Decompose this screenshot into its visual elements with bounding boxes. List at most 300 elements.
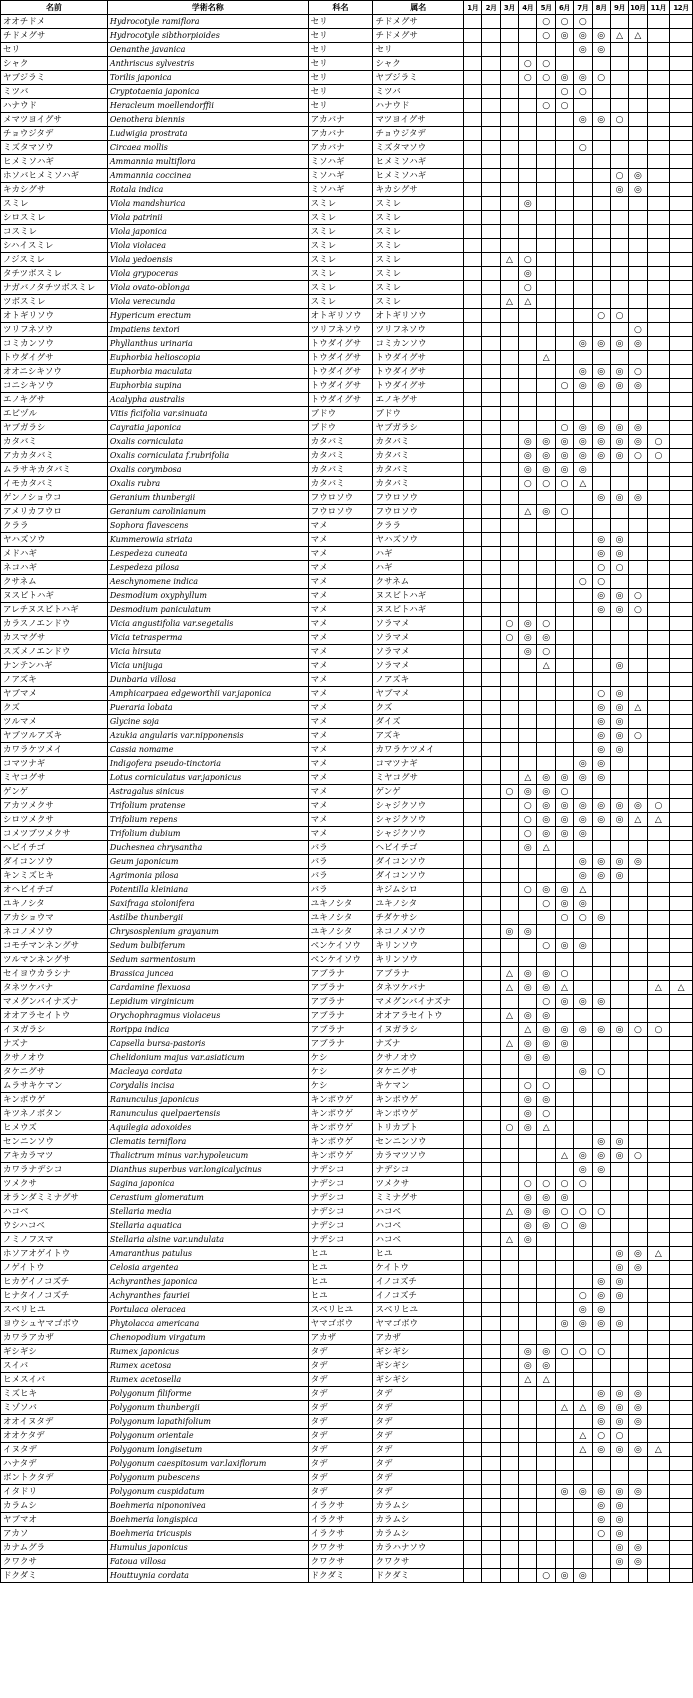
table-row	[1, 1555, 693, 1569]
month-mark	[537, 379, 555, 393]
scientific-name: Orychophragmus violaceus	[107, 1009, 308, 1023]
month-mark	[519, 659, 537, 673]
month-mark: ◎	[537, 449, 555, 463]
month-mark	[537, 743, 555, 757]
month-mark	[537, 1135, 555, 1149]
table-row	[1, 1513, 693, 1527]
month-mark	[500, 15, 518, 29]
month-mark	[482, 729, 500, 743]
month-mark	[464, 1401, 482, 1415]
month-mark	[670, 183, 693, 197]
month-mark	[574, 1079, 592, 1093]
month-mark	[647, 309, 670, 323]
month-mark	[574, 967, 592, 981]
month-mark	[610, 1569, 628, 1583]
month-mark: ◎	[610, 1023, 628, 1037]
table-row	[1, 155, 693, 169]
month-mark	[629, 1499, 647, 1513]
plant-name: コモチマンネングサ	[1, 939, 108, 953]
genus-name: シャジクソウ	[373, 799, 464, 813]
table-row	[1, 29, 693, 43]
month-mark	[592, 939, 610, 953]
month-mark	[464, 267, 482, 281]
month-mark: ○	[592, 575, 610, 589]
month-mark	[482, 1513, 500, 1527]
scientific-name: Polygonum pubescens	[107, 1471, 308, 1485]
month-mark: ○	[629, 449, 647, 463]
family-name: セリ	[308, 85, 373, 99]
month-mark	[500, 85, 518, 99]
month-mark	[537, 1513, 555, 1527]
table-row	[1, 729, 693, 743]
month-mark	[555, 603, 573, 617]
scientific-name: Viola mandshurica	[107, 197, 308, 211]
month-mark	[629, 295, 647, 309]
month-mark: ◎	[592, 771, 610, 785]
scientific-name: Potentilla kleiniana	[107, 883, 308, 897]
month-mark: ◎	[574, 43, 592, 57]
month-mark	[519, 729, 537, 743]
month-mark	[555, 491, 573, 505]
month-mark	[482, 1415, 500, 1429]
month-mark	[482, 183, 500, 197]
plant-name: アカカタバミ	[1, 449, 108, 463]
month-mark: ◎	[555, 771, 573, 785]
month-mark	[592, 883, 610, 897]
month-mark	[482, 421, 500, 435]
table-row	[1, 1303, 693, 1317]
month-mark	[670, 1317, 693, 1331]
scientific-name: Oenothera biennis	[107, 113, 308, 127]
month-mark	[464, 631, 482, 645]
month-mark: ◎	[519, 1205, 537, 1219]
month-mark	[500, 267, 518, 281]
month-mark	[519, 309, 537, 323]
month-mark	[482, 967, 500, 981]
month-mark: △	[574, 1401, 592, 1415]
month-mark: ◎	[629, 1541, 647, 1555]
genus-name: スミレ	[373, 267, 464, 281]
month-mark	[500, 57, 518, 71]
month-mark	[670, 967, 693, 981]
month-mark: ○	[574, 575, 592, 589]
month-mark	[464, 575, 482, 589]
family-name: カタバミ	[308, 477, 373, 491]
family-name: スミレ	[308, 197, 373, 211]
scientific-name: Portulaca oleracea	[107, 1303, 308, 1317]
plant-name: コニシキソウ	[1, 379, 108, 393]
month-mark	[610, 239, 628, 253]
month-mark	[592, 1541, 610, 1555]
plant-name: ノアズキ	[1, 673, 108, 687]
month-mark: ◎	[610, 743, 628, 757]
month-mark	[629, 1079, 647, 1093]
month-mark: ◎	[610, 687, 628, 701]
family-name: マメ	[308, 617, 373, 631]
month-mark	[670, 435, 693, 449]
month-mark	[670, 869, 693, 883]
month-mark: ○	[574, 1289, 592, 1303]
month-mark	[647, 673, 670, 687]
month-mark: ◎	[574, 995, 592, 1009]
plant-name: アメリカフウロ	[1, 505, 108, 519]
genus-name: キリンソウ	[373, 939, 464, 953]
genus-name: キンポウゲ	[373, 1107, 464, 1121]
month-mark	[670, 127, 693, 141]
month-mark	[610, 519, 628, 533]
month-mark	[647, 1317, 670, 1331]
month-mark	[464, 351, 482, 365]
family-name: マメ	[308, 631, 373, 645]
month-mark	[537, 687, 555, 701]
month-mark	[519, 1289, 537, 1303]
month-mark: ◎	[610, 1275, 628, 1289]
scientific-name: Amphicarpaea edgeworthii var.japonica	[107, 687, 308, 701]
month-mark	[482, 379, 500, 393]
genus-name: アカザ	[373, 1331, 464, 1345]
month-mark: ◎	[592, 1443, 610, 1457]
month-mark	[482, 351, 500, 365]
month-mark	[574, 1247, 592, 1261]
month-mark: ◎	[592, 729, 610, 743]
month-mark	[519, 687, 537, 701]
table-row	[1, 981, 693, 995]
family-name: スミレ	[308, 281, 373, 295]
genus-name: タデ	[373, 1429, 464, 1443]
month-mark	[500, 1485, 518, 1499]
month-mark	[629, 575, 647, 589]
plant-name: ツルマンネングサ	[1, 953, 108, 967]
month-mark	[670, 757, 693, 771]
month-mark	[464, 169, 482, 183]
month-mark	[482, 1457, 500, 1471]
month-mark	[555, 1513, 573, 1527]
month-mark	[555, 1555, 573, 1569]
month-mark	[670, 407, 693, 421]
scientific-name: Trifolium pratense	[107, 799, 308, 813]
month-mark	[555, 351, 573, 365]
genus-name: カワラケツメイ	[373, 743, 464, 757]
month-mark	[555, 701, 573, 715]
month-mark	[537, 253, 555, 267]
month-mark	[670, 1443, 693, 1457]
scientific-name: Oxalis corniculata f.rubrifolia	[107, 449, 308, 463]
month-mark	[519, 939, 537, 953]
table-row	[1, 1023, 693, 1037]
family-name: タデ	[308, 1457, 373, 1471]
month-mark	[537, 1499, 555, 1513]
plant-name: ミヤコグサ	[1, 771, 108, 785]
month-mark	[464, 491, 482, 505]
scientific-name: Corydalis incisa	[107, 1079, 308, 1093]
month-mark	[500, 1177, 518, 1191]
plant-name: シャク	[1, 57, 108, 71]
month-mark	[482, 1359, 500, 1373]
plant-name: カラスノエンドウ	[1, 617, 108, 631]
table-row	[1, 1541, 693, 1555]
month-mark	[555, 1163, 573, 1177]
month-mark	[464, 1457, 482, 1471]
month-mark	[574, 617, 592, 631]
month-mark	[574, 127, 592, 141]
month-mark	[629, 309, 647, 323]
genus-name: ナズナ	[373, 1037, 464, 1051]
month-mark	[555, 57, 573, 71]
genus-name: センニンソウ	[373, 1135, 464, 1149]
month-mark: ○	[574, 141, 592, 155]
month-mark: △	[500, 981, 518, 995]
genus-name: タデ	[373, 1401, 464, 1415]
month-mark	[464, 57, 482, 71]
month-mark	[592, 407, 610, 421]
month-mark	[482, 1037, 500, 1051]
month-mark: ○	[537, 1569, 555, 1583]
month-mark	[537, 197, 555, 211]
month-mark	[647, 869, 670, 883]
month-mark	[610, 1345, 628, 1359]
month-mark	[482, 155, 500, 169]
month-mark	[647, 463, 670, 477]
family-name: ツリフネソウ	[308, 323, 373, 337]
month-mark	[610, 1219, 628, 1233]
month-mark	[464, 281, 482, 295]
month-mark: ◎	[592, 379, 610, 393]
month-mark	[629, 911, 647, 925]
genus-name: アブラナ	[373, 967, 464, 981]
month-mark	[629, 71, 647, 85]
plant-name: オトギリソウ	[1, 309, 108, 323]
family-name: ブドウ	[308, 407, 373, 421]
family-name: アカバナ	[308, 141, 373, 155]
month-mark: △	[519, 295, 537, 309]
month-mark	[647, 1359, 670, 1373]
month-mark	[482, 631, 500, 645]
month-mark: ○	[537, 939, 555, 953]
month-mark	[537, 1527, 555, 1541]
month-mark	[574, 1555, 592, 1569]
month-mark	[555, 1429, 573, 1443]
month-mark: ◎	[555, 435, 573, 449]
month-mark: ○	[500, 631, 518, 645]
table-row	[1, 673, 693, 687]
genus-name: ギシギシ	[373, 1359, 464, 1373]
month-mark	[610, 785, 628, 799]
table-row	[1, 379, 693, 393]
month-mark	[555, 407, 573, 421]
month-mark	[629, 939, 647, 953]
month-mark: ◎	[610, 589, 628, 603]
month-mark	[592, 1079, 610, 1093]
month-mark	[555, 281, 573, 295]
month-mark	[670, 1289, 693, 1303]
month-mark: ◎	[592, 1303, 610, 1317]
family-name: アブラナ	[308, 967, 373, 981]
family-name: トウダイグサ	[308, 379, 373, 393]
month-mark: ◎	[537, 771, 555, 785]
month-mark	[610, 197, 628, 211]
month-mark: ◎	[592, 365, 610, 379]
month-mark	[464, 1023, 482, 1037]
month-mark	[629, 883, 647, 897]
table-row	[1, 897, 693, 911]
month-mark	[519, 225, 537, 239]
genus-name: フウロソウ	[373, 491, 464, 505]
month-mark	[555, 211, 573, 225]
month-mark	[537, 869, 555, 883]
table-row	[1, 1205, 693, 1219]
table-row	[1, 603, 693, 617]
month-mark: ○	[519, 281, 537, 295]
month-mark	[482, 337, 500, 351]
month-mark	[670, 701, 693, 715]
month-mark	[464, 1555, 482, 1569]
month-mark: ○	[610, 309, 628, 323]
month-mark: ◎	[610, 421, 628, 435]
month-mark	[500, 1387, 518, 1401]
month-mark: ◎	[592, 1023, 610, 1037]
month-mark	[670, 211, 693, 225]
month-mark	[670, 1023, 693, 1037]
table-row	[1, 43, 693, 57]
month-mark	[670, 1079, 693, 1093]
month-mark	[629, 1457, 647, 1471]
genus-name: チドメグサ	[373, 15, 464, 29]
plant-name: ウシハコベ	[1, 1219, 108, 1233]
month-mark	[670, 953, 693, 967]
month-mark	[670, 253, 693, 267]
month-mark: ◎	[629, 491, 647, 505]
plant-name: ノジスミレ	[1, 253, 108, 267]
month-mark	[482, 15, 500, 29]
month-mark	[574, 1009, 592, 1023]
month-mark	[592, 351, 610, 365]
month-mark	[482, 813, 500, 827]
header-month: 7月	[574, 1, 592, 15]
month-mark	[500, 939, 518, 953]
month-mark: ◎	[592, 113, 610, 127]
month-mark	[670, 1121, 693, 1135]
family-name: スミレ	[308, 211, 373, 225]
month-mark	[610, 505, 628, 519]
month-mark	[519, 1387, 537, 1401]
month-mark	[574, 1121, 592, 1135]
month-mark	[537, 85, 555, 99]
month-mark	[464, 925, 482, 939]
scientific-name: Viola ovato-oblonga	[107, 281, 308, 295]
month-mark	[482, 561, 500, 575]
table-row	[1, 1121, 693, 1135]
month-mark	[464, 813, 482, 827]
month-mark	[464, 589, 482, 603]
month-mark	[500, 603, 518, 617]
month-mark	[464, 771, 482, 785]
month-mark: ○	[592, 561, 610, 575]
family-name: カタバミ	[308, 435, 373, 449]
month-mark: ◎	[537, 827, 555, 841]
month-mark: ◎	[555, 799, 573, 813]
month-mark	[482, 1331, 500, 1345]
month-mark	[574, 1471, 592, 1485]
genus-name: タネツケバナ	[373, 981, 464, 995]
month-mark	[464, 379, 482, 393]
month-mark: △	[500, 1233, 518, 1247]
month-mark: ◎	[610, 183, 628, 197]
month-mark	[670, 71, 693, 85]
month-mark	[500, 281, 518, 295]
table-row	[1, 1107, 693, 1121]
month-mark	[482, 1107, 500, 1121]
month-mark	[464, 897, 482, 911]
plant-name: ハコベ	[1, 1205, 108, 1219]
month-mark	[610, 925, 628, 939]
month-mark	[464, 715, 482, 729]
plant-name: クサネム	[1, 575, 108, 589]
month-mark	[519, 911, 537, 925]
month-mark	[574, 239, 592, 253]
month-mark	[464, 673, 482, 687]
genus-name: クサノオウ	[373, 1051, 464, 1065]
month-mark: ○	[519, 883, 537, 897]
month-mark: ◎	[629, 337, 647, 351]
month-mark	[610, 57, 628, 71]
plant-name: アカツメクサ	[1, 799, 108, 813]
month-mark: ○	[537, 29, 555, 43]
genus-name: カタバミ	[373, 477, 464, 491]
month-mark	[500, 1373, 518, 1387]
genus-name: スミレ	[373, 197, 464, 211]
month-mark: △	[537, 1121, 555, 1135]
table-row	[1, 253, 693, 267]
family-name: タデ	[308, 1471, 373, 1485]
month-mark	[647, 827, 670, 841]
plant-name: イモカタバミ	[1, 477, 108, 491]
scientific-name: Desmodium paniculatum	[107, 603, 308, 617]
month-mark	[629, 407, 647, 421]
month-mark	[482, 617, 500, 631]
table-row	[1, 911, 693, 925]
month-mark	[482, 281, 500, 295]
table-row	[1, 1359, 693, 1373]
month-mark	[482, 645, 500, 659]
month-mark	[555, 1303, 573, 1317]
genus-name: ミツバ	[373, 85, 464, 99]
month-mark: △	[647, 981, 670, 995]
month-mark	[647, 1457, 670, 1471]
month-mark	[482, 673, 500, 687]
scientific-name: Lespedeza pilosa	[107, 561, 308, 575]
plant-name: ヒカゲイノコズチ	[1, 1275, 108, 1289]
month-mark	[574, 1191, 592, 1205]
month-mark: ◎	[537, 981, 555, 995]
month-mark	[647, 1429, 670, 1443]
month-mark	[647, 1415, 670, 1429]
family-name: トウダイグサ	[308, 393, 373, 407]
month-mark	[670, 1457, 693, 1471]
table-row	[1, 99, 693, 113]
month-mark	[519, 491, 537, 505]
month-mark	[519, 1261, 537, 1275]
month-mark	[592, 1009, 610, 1023]
family-name: キンポウゲ	[308, 1107, 373, 1121]
scientific-name: Geum japonicum	[107, 855, 308, 869]
month-mark	[482, 743, 500, 757]
month-mark: ◎	[555, 995, 573, 1009]
month-mark	[647, 883, 670, 897]
month-mark	[592, 1107, 610, 1121]
plant-name: ネコノメソウ	[1, 925, 108, 939]
month-mark	[537, 561, 555, 575]
scientific-name: Viola yedoensis	[107, 253, 308, 267]
